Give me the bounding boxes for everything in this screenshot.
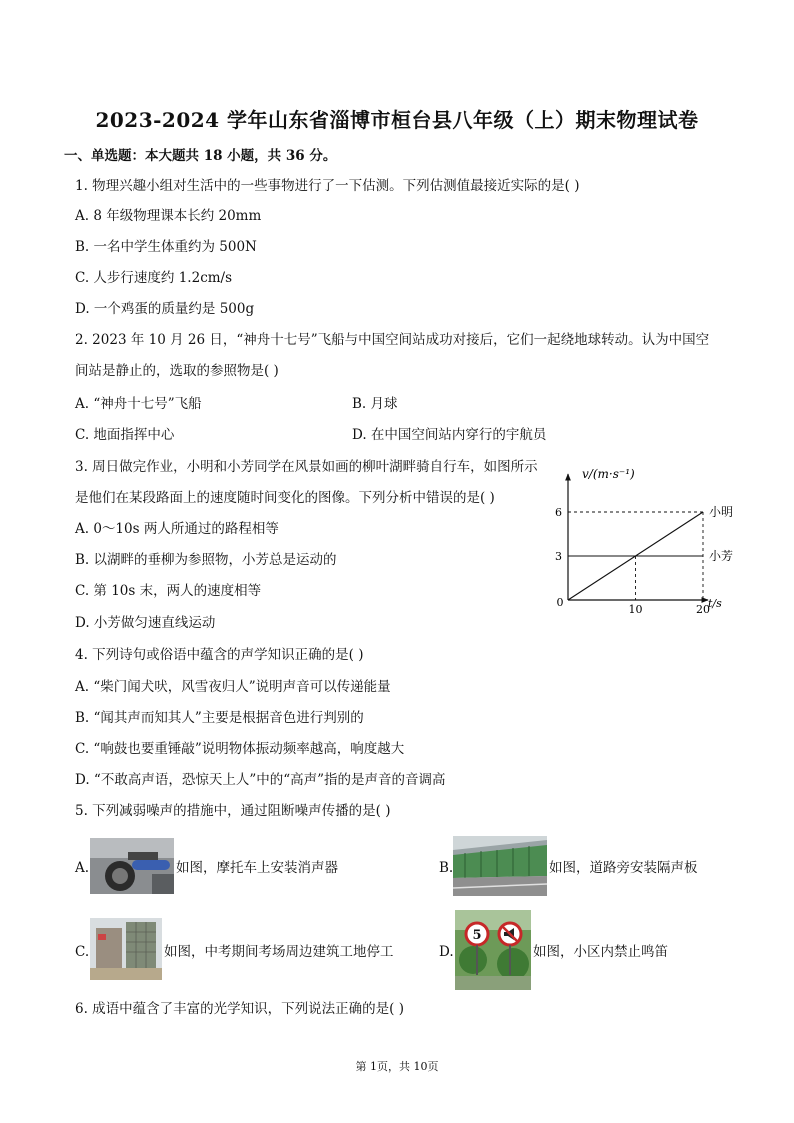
q5-option-c-letter: C. — [75, 944, 90, 960]
q1-option-d: D. 一个鸡蛋的质量约是 500g — [75, 301, 255, 317]
q3-option-c: C. 第 10s 末，两人的速度相等 — [75, 583, 262, 599]
q2-option-c: C. 地面指挥中心 — [75, 427, 175, 443]
q5-option-d: 如图，小区内禁止鸣笛 — [533, 944, 668, 960]
q2-stem-line2: 间站是静止的，选取的参照物是( ) — [75, 363, 279, 379]
q3-stem-line1: 3. 周日做完作业，小明和小芳同学在风景如画的柳叶湖畔骑自行车，如图所示 — [75, 459, 538, 475]
q2-option-a: A. “神舟十七号”飞船 — [75, 396, 202, 412]
q5-option-a-letter: A. — [75, 860, 90, 876]
page-footer: 第 1页，共 10页 — [355, 1060, 439, 1073]
q2-option-b: B. 月球 — [352, 396, 398, 412]
q1-option-c: C. 人步行速度约 1.2cm/s — [75, 270, 233, 286]
construction-site-image — [90, 918, 162, 980]
q3-option-d: D. 小芳做匀速直线运动 — [75, 615, 216, 631]
x-tick-label: 10 — [628, 603, 643, 614]
q5-stem: 5. 下列减弱噪声的措施中，通过阻断噪声传播的是( ) — [75, 803, 391, 819]
sound-barrier-image — [453, 836, 547, 896]
origin-label: 0 — [556, 596, 564, 609]
motorcycle-muffler-image — [90, 838, 174, 894]
series-label-1: 小明 — [709, 505, 734, 519]
section-heading: 一、单选题：本大题共 18 小题，共 36 分。 — [64, 148, 337, 164]
q4-stem: 4. 下列诗句或俗语中蕴含的声学知识正确的是( ) — [75, 647, 364, 663]
series-label-2: 小芳 — [709, 549, 734, 563]
q5-option-b-letter: B. — [439, 860, 454, 876]
q2-stem-line1: 2. 2023 年 10 月 26 日，“神舟十七号”飞船与中国空间站成功对接后，它们一起绕地球转动。认为中国空 — [75, 332, 710, 348]
q5-option-b: 如图，道路旁安装隔声板 — [549, 860, 698, 876]
x-axis-label: t/s — [708, 597, 722, 610]
q4-option-c: C. “响鼓也要重锤敲”说明物体振动频率越高，响度越大 — [75, 741, 405, 757]
q4-option-a: A. “柴门闻犬吠，风雪夜归人”说明声音可以传递能量 — [75, 679, 391, 695]
y-tick-label: 6 — [555, 506, 562, 519]
y-axis-label: v/(m·s⁻¹) — [582, 467, 635, 481]
x-tick-label: 20 — [696, 603, 710, 614]
page-title: 2023-2024 学年山东省淄博市桓台县八年级（上）期末物理试卷 — [95, 108, 699, 132]
q1-option-b: B. 一名中学生体重约为 500N — [75, 239, 257, 255]
velocity-time-graph — [548, 462, 738, 614]
q1-option-a: A. 8 年级物理课本长约 20mm — [75, 208, 262, 224]
q3-option-a: A. 0～10s 两人所通过的路程相等 — [75, 521, 279, 537]
no-honking-sign-image — [455, 910, 531, 990]
q5-option-c: 如图，中考期间考场周边建筑工地停工 — [164, 944, 394, 960]
q1-stem: 1. 物理兴趣小组对生活中的一些事物进行了一下估测。下列估测值最接近实际的是( ) — [75, 178, 580, 194]
q3-stem-line2: 是他们在某段路面上的速度随时间变化的图像。下列分析中错误的是( ) — [75, 490, 495, 506]
q3-option-b: B. 以湖畔的垂柳为参照物，小芳总是运动的 — [75, 552, 337, 568]
q5-option-a: 如图，摩托车上安装消声器 — [176, 860, 338, 876]
q2-option-d: D. 在中国空间站内穿行的宇航员 — [352, 427, 547, 443]
speed-limit-number: 5 — [472, 928, 482, 943]
q4-option-d: D. “不敢高声语，恐惊天上人”中的“高声”指的是声音的音调高 — [75, 772, 446, 788]
y-tick-label: 3 — [555, 550, 562, 563]
q6-stem: 6. 成语中蕴含了丰富的光学知识，下列说法正确的是( ) — [75, 1001, 404, 1017]
q4-option-b: B. “闻其声而知其人”主要是根据音色进行判别的 — [75, 710, 364, 726]
q5-option-d-letter: D. — [439, 944, 454, 960]
